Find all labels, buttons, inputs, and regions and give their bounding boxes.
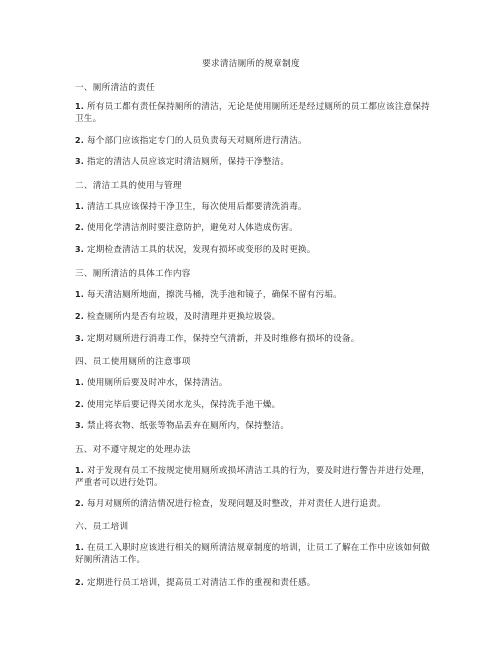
section-4-item-2	[75, 399, 435, 412]
item-text: 指定的清洁人员应该定时清洁厕所，保持干净整洁。	[86, 157, 290, 167]
section-heading-1: 一、厕所清洁的责任	[75, 83, 156, 93]
section-4-item-1	[75, 377, 435, 390]
section-2-item-3	[75, 244, 435, 257]
section-6-item-2	[75, 577, 435, 590]
item-number: 1.	[75, 543, 85, 552]
item-text: 在员工入职时应该进行相关的厕所清洁规章制度的培训，让员工了解在工作中应该如何做好厕所清洁工作。	[75, 543, 430, 565]
section-heading-3: 三、厕所清洁的具体工作内容	[75, 269, 191, 279]
item-number: 2.	[75, 400, 85, 409]
item-number: 1.	[75, 466, 85, 475]
section-2-item-2	[75, 222, 435, 235]
item-text: 定期检查清洁工具的状况，发现有损坏或变形的及时更换。	[86, 245, 316, 255]
item-number: 1.	[75, 202, 85, 211]
section-heading-4: 四、员工使用厕所的注意事项	[75, 357, 191, 367]
item-number: 3.	[75, 157, 85, 166]
item-text: 清洁工具应该保持干净卫生，每次使用后都要清洗消毒。	[86, 202, 307, 212]
section-1-item-2	[75, 135, 435, 148]
section-6-item-1	[75, 542, 435, 566]
item-text: 定期进行员工培训，提高员工对清洁工作的重视和责任感。	[86, 578, 316, 588]
item-text: 使用厕所后要及时冲水，保持清洁。	[86, 378, 228, 388]
item-number: 3.	[75, 334, 85, 343]
item-text: 使用完毕后要记得关闭水龙头，保持洗手池干燥。	[86, 400, 281, 410]
item-text: 每个部门应该指定专门的人员负责每天对厕所进行清洁。	[86, 136, 307, 146]
item-number: 1.	[75, 378, 85, 387]
item-number: 2.	[75, 136, 85, 145]
item-number: 1.	[75, 290, 85, 299]
section-5-item-2	[75, 498, 435, 511]
section-3-item-1	[75, 289, 435, 302]
item-number: 3.	[75, 421, 85, 430]
item-text: 定期对厕所进行消毒工作，保持空气清新，并及时维修有损坏的设备。	[86, 334, 360, 344]
item-number: 1.	[75, 102, 85, 111]
item-text: 使用化学清洁剂时要注意防护，避免对人体造成伤害。	[86, 223, 299, 233]
section-2-item-1	[75, 201, 435, 214]
item-text: 每天清洁厕所地面，擦洗马桶，洗手池和镜子，确保不留有污垢。	[86, 290, 342, 300]
section-3-item-3	[75, 333, 435, 346]
item-number: 2.	[75, 223, 85, 232]
item-text: 对于发现有员工不按规定使用厕所或损坏清洁工具的行为，要及时进行警告并进行处理，严重者可以进行处罚。	[75, 466, 430, 488]
section-heading-2: 二、清洁工具的使用与管理	[75, 181, 182, 191]
section-1-item-3	[75, 156, 435, 169]
section-heading-6: 六、员工培训	[75, 522, 129, 532]
section-3-item-2	[75, 311, 435, 324]
item-number: 2.	[75, 499, 85, 508]
item-text: 所有员工都有责任保持厕所的清洁，无论是使用厕所还是经过厕所的员工都应该注意保持卫生。	[75, 102, 430, 124]
item-text: 检查厕所内是否有垃圾，及时清理并更换垃圾袋。	[86, 312, 281, 322]
section-5-item-1	[75, 465, 435, 489]
item-text: 每月对厕所的清洁情况进行检查，发现问题及时整改，并对责任人进行追责。	[86, 499, 386, 509]
item-number: 2.	[75, 578, 85, 587]
item-number: 3.	[75, 245, 85, 254]
section-heading-5: 五、对不遵守规定的处理办法	[75, 445, 191, 455]
section-1-item-1	[75, 101, 435, 125]
document-title: 要求清洁厕所的规章制度	[202, 59, 300, 69]
item-number: 2.	[75, 312, 85, 321]
item-text: 禁止将衣物、纸张等物品丢弃在厕所内，保持整洁。	[86, 421, 290, 431]
section-4-item-3	[75, 420, 435, 433]
